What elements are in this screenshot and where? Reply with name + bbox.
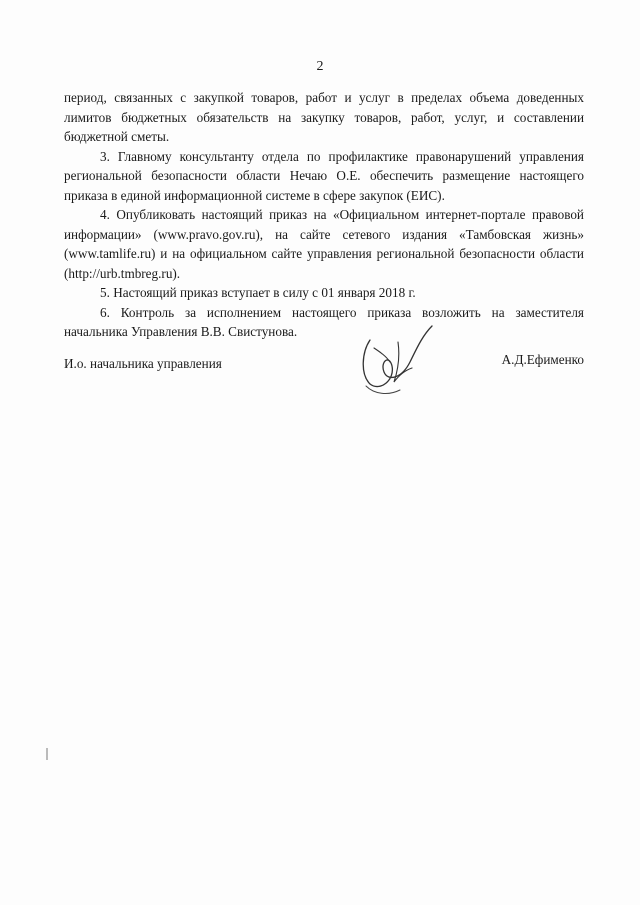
paragraph-continuation: период, связанных с закупкой товаров, работ и услуг в пределах объема доведенных лимитов бюджетных обязательств на закупку товаров, работ, услуг, и составлении бюджетной сметы. <box>64 90 584 144</box>
signatory-name: А.Д.Ефименко <box>501 352 584 367</box>
page-number: 2 <box>316 59 324 74</box>
paragraph-item-6: 6. Контроль за исполнением настоящего приказа возложить на заместителя начальника Управления В.В. Свистунова. <box>64 304 584 339</box>
paragraph-item-4: 4. Опубликовать настоящий приказ на «Официальном интернет-портале правовой информации» (www.pravo.gov.ru), на сайте сетевого издания «Тамбовская жизнь» (www.tamlife.ru) и на официальном сайте управления региональной безопасности области (http://urb.tmbreg.ru). <box>64 207 584 281</box>
paragraph-item-5: 5. Настоящий приказ вступает в силу с 01 января 2018 г. <box>100 285 416 300</box>
paragraph-item-3: 3. Главному консультанту отдела по профилактике правонарушений управления региональной безопасности области Нечаю О.Е. обеспечить размещение настоящего приказа в единой информационной системе в сфере закупок (ЕИС). <box>64 148 584 203</box>
scan-margin-mark <box>46 748 48 760</box>
document-body <box>64 88 584 342</box>
signature-block <box>64 352 584 376</box>
signatory-role: И.о. начальника управления <box>64 356 222 371</box>
